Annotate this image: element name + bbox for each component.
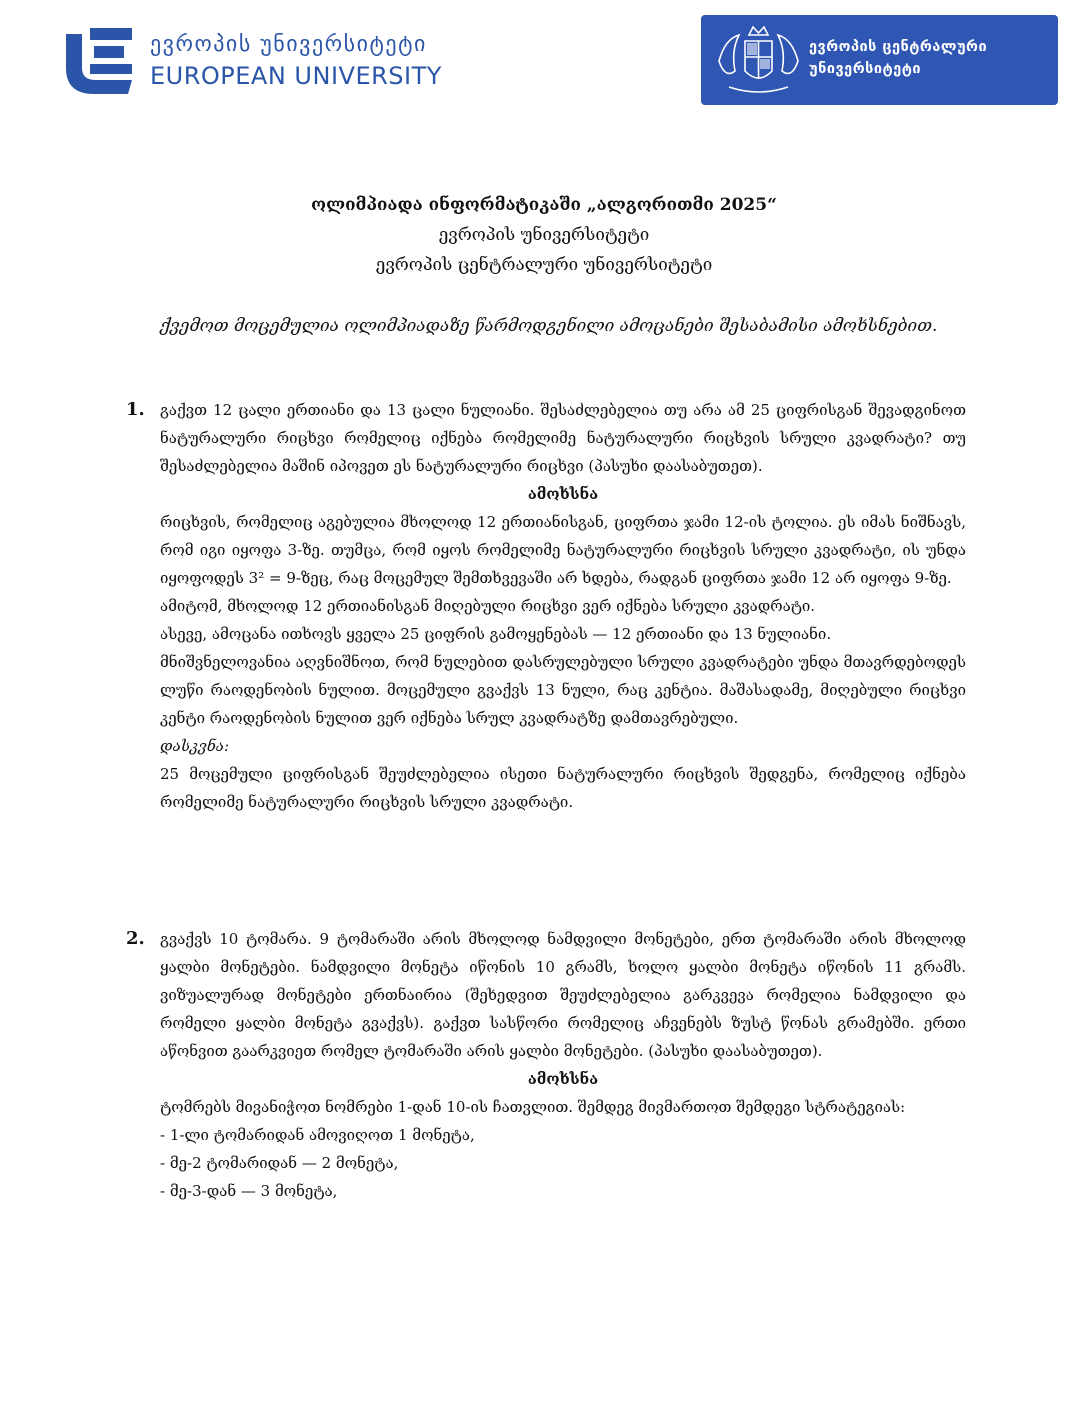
list-item: - მე-3-დან — 3 მონეტა, bbox=[160, 1182, 338, 1200]
logo-right-line2: უნივერსიტეტი bbox=[809, 61, 922, 77]
problem-1 bbox=[126, 396, 966, 816]
solution-paragraph: მნიშვნელოვანია აღვნიშნოთ, რომ ნულებით დასრულებული სრული კვადრატები უნდა მთავრდებოდეს ლუწი რაოდენობის ნულით. მოცემული გვაქვს 13 ნული, რაც კენტია. მაშასადამე, მიღებული რიცხვი კენტი რაოდენობის ნულით ვერ იქნება სრულ კვადრატზე დამთავრებული. bbox=[160, 653, 966, 727]
organizer-1: ევროპის უნივერსიტეტი bbox=[438, 225, 650, 245]
solution-paragraph: რიცხვის, რომელიც აგებულია მხოლოდ 12 ერთიანისგან, ციფრთა ჯამი 12-ის ტოლია. ეს იმას ნიშნავს, რომ იგი იყოფა 3-ზე. თუმცა, რომ იყოს რომელიმე ნატურალური რიცხვის სრული კვადრატი, ის უნდა იყოფოდეს 3² = 9-ზეც, რაც მოცემულ შემთხვევაში არ ხდება, რადგან ციფრთა ჯამი 12 არ იყოფა 9-ზე. bbox=[160, 513, 966, 587]
problem-statement: გვაქვს 10 ტომარა. 9 ტომარაში არის მხოლოდ ნამდვილი მონეტები, ერთ ტომარაში არის მხოლოდ ყალბი მონეტები. ნამდვილი მონეტა იწონის 10 გრამს, ხოლო ყალბი მონეტა იწონის 11 გრამს. ვიზუალურად მონეტები ერთნაირია (შეხედვით შეუძლებელია გარკვევა რომელია ნამდვილი და რომელი ყალბი მონეტა გვაქვს). გაქვთ სასწორი რომელიც აჩვენებს ზუსტ წონას გრამებში. ერთი აწონვით გაარკვიეთ რომელ ტომარაში არის ყალბი მონეტები. (პასუხი დაასაბუთეთ). bbox=[160, 930, 966, 1060]
problem-statement: გაქვთ 12 ცალი ერთიანი და 13 ცალი ნულიანი. შესაძლებელია თუ არა ამ 25 ციფრისგან შევადგინოთ ნატურალური რიცხვი რომელიც იქნება რომელიმე ნატურალური რიცხვის სრული კვადრატი? თუ შესაძლებელია მაშინ იპოვეთ ეს ნატურალური რიცხვი (პასუხი დაასაბუთეთ). bbox=[160, 401, 966, 475]
solution-heading: ამოხსნა bbox=[527, 1070, 599, 1088]
olympiad-title: ოლიმპიადა ინფორმატიკაში „ალგორითმი 2025“ bbox=[311, 195, 777, 215]
organizer-2: ევროპის ცენტრალური უნივერსიტეტი bbox=[375, 255, 713, 275]
conclusion-label: დასკვნა: bbox=[160, 737, 230, 755]
european-university-logo bbox=[62, 24, 472, 104]
problem-2 bbox=[126, 925, 966, 1205]
intro-text: ქვემოთ მოცემულია ოლიმპიადაზე წარმოდგენილი ამოცანები შესაბამისი ამოხსნებით. bbox=[160, 316, 938, 336]
eu-logo-mark-icon bbox=[62, 24, 134, 96]
list-item: - მე-2 ტომარიდან — 2 მონეტა, bbox=[160, 1154, 399, 1172]
solution-paragraph: ტომრებს მივანიჭოთ ნომრები 1-დან 10-ის ჩათვლით. შემდეგ მივმართოთ შემდეგი სტრატეგიას: bbox=[160, 1098, 906, 1116]
problem-number: 2. bbox=[126, 928, 145, 949]
logo-georgian-name: ევროპის უნივერსიტეტი bbox=[150, 32, 427, 57]
solution-paragraph: ამიტომ, მხოლოდ 12 ერთიანისგან მიღებული რიცხვი ვერ იქნება სრული კვადრატი. bbox=[160, 597, 816, 615]
european-central-university-logo bbox=[701, 15, 1058, 105]
problem-number: 1. bbox=[126, 399, 145, 420]
conclusion-text: 25 მოცემული ციფრისგან შეუძლებელია ისეთი ნატურალური რიცხვის შედგენა, რომელიც იქნება რომელიმე ნატურალური რიცხვის სრული კვადრატი. bbox=[160, 765, 966, 811]
crest-emblem-icon bbox=[711, 21, 806, 99]
list-item: - 1-ლი ტომარიდან ამოვიღოთ 1 მონეტა, bbox=[160, 1126, 475, 1144]
logo-right-line1: ევროპის ცენტრალური bbox=[809, 39, 988, 55]
document-title-block bbox=[0, 190, 1088, 280]
solution-paragraph: ასევე, ამოცანა ითხოვს ყველა 25 ციფრის გამოყენებას — 12 ერთიანი და 13 ნულიანი. bbox=[160, 625, 832, 643]
logo-english-name: EUROPEAN UNIVERSITY bbox=[150, 62, 442, 90]
solution-heading: ამოხსნა bbox=[527, 485, 599, 503]
